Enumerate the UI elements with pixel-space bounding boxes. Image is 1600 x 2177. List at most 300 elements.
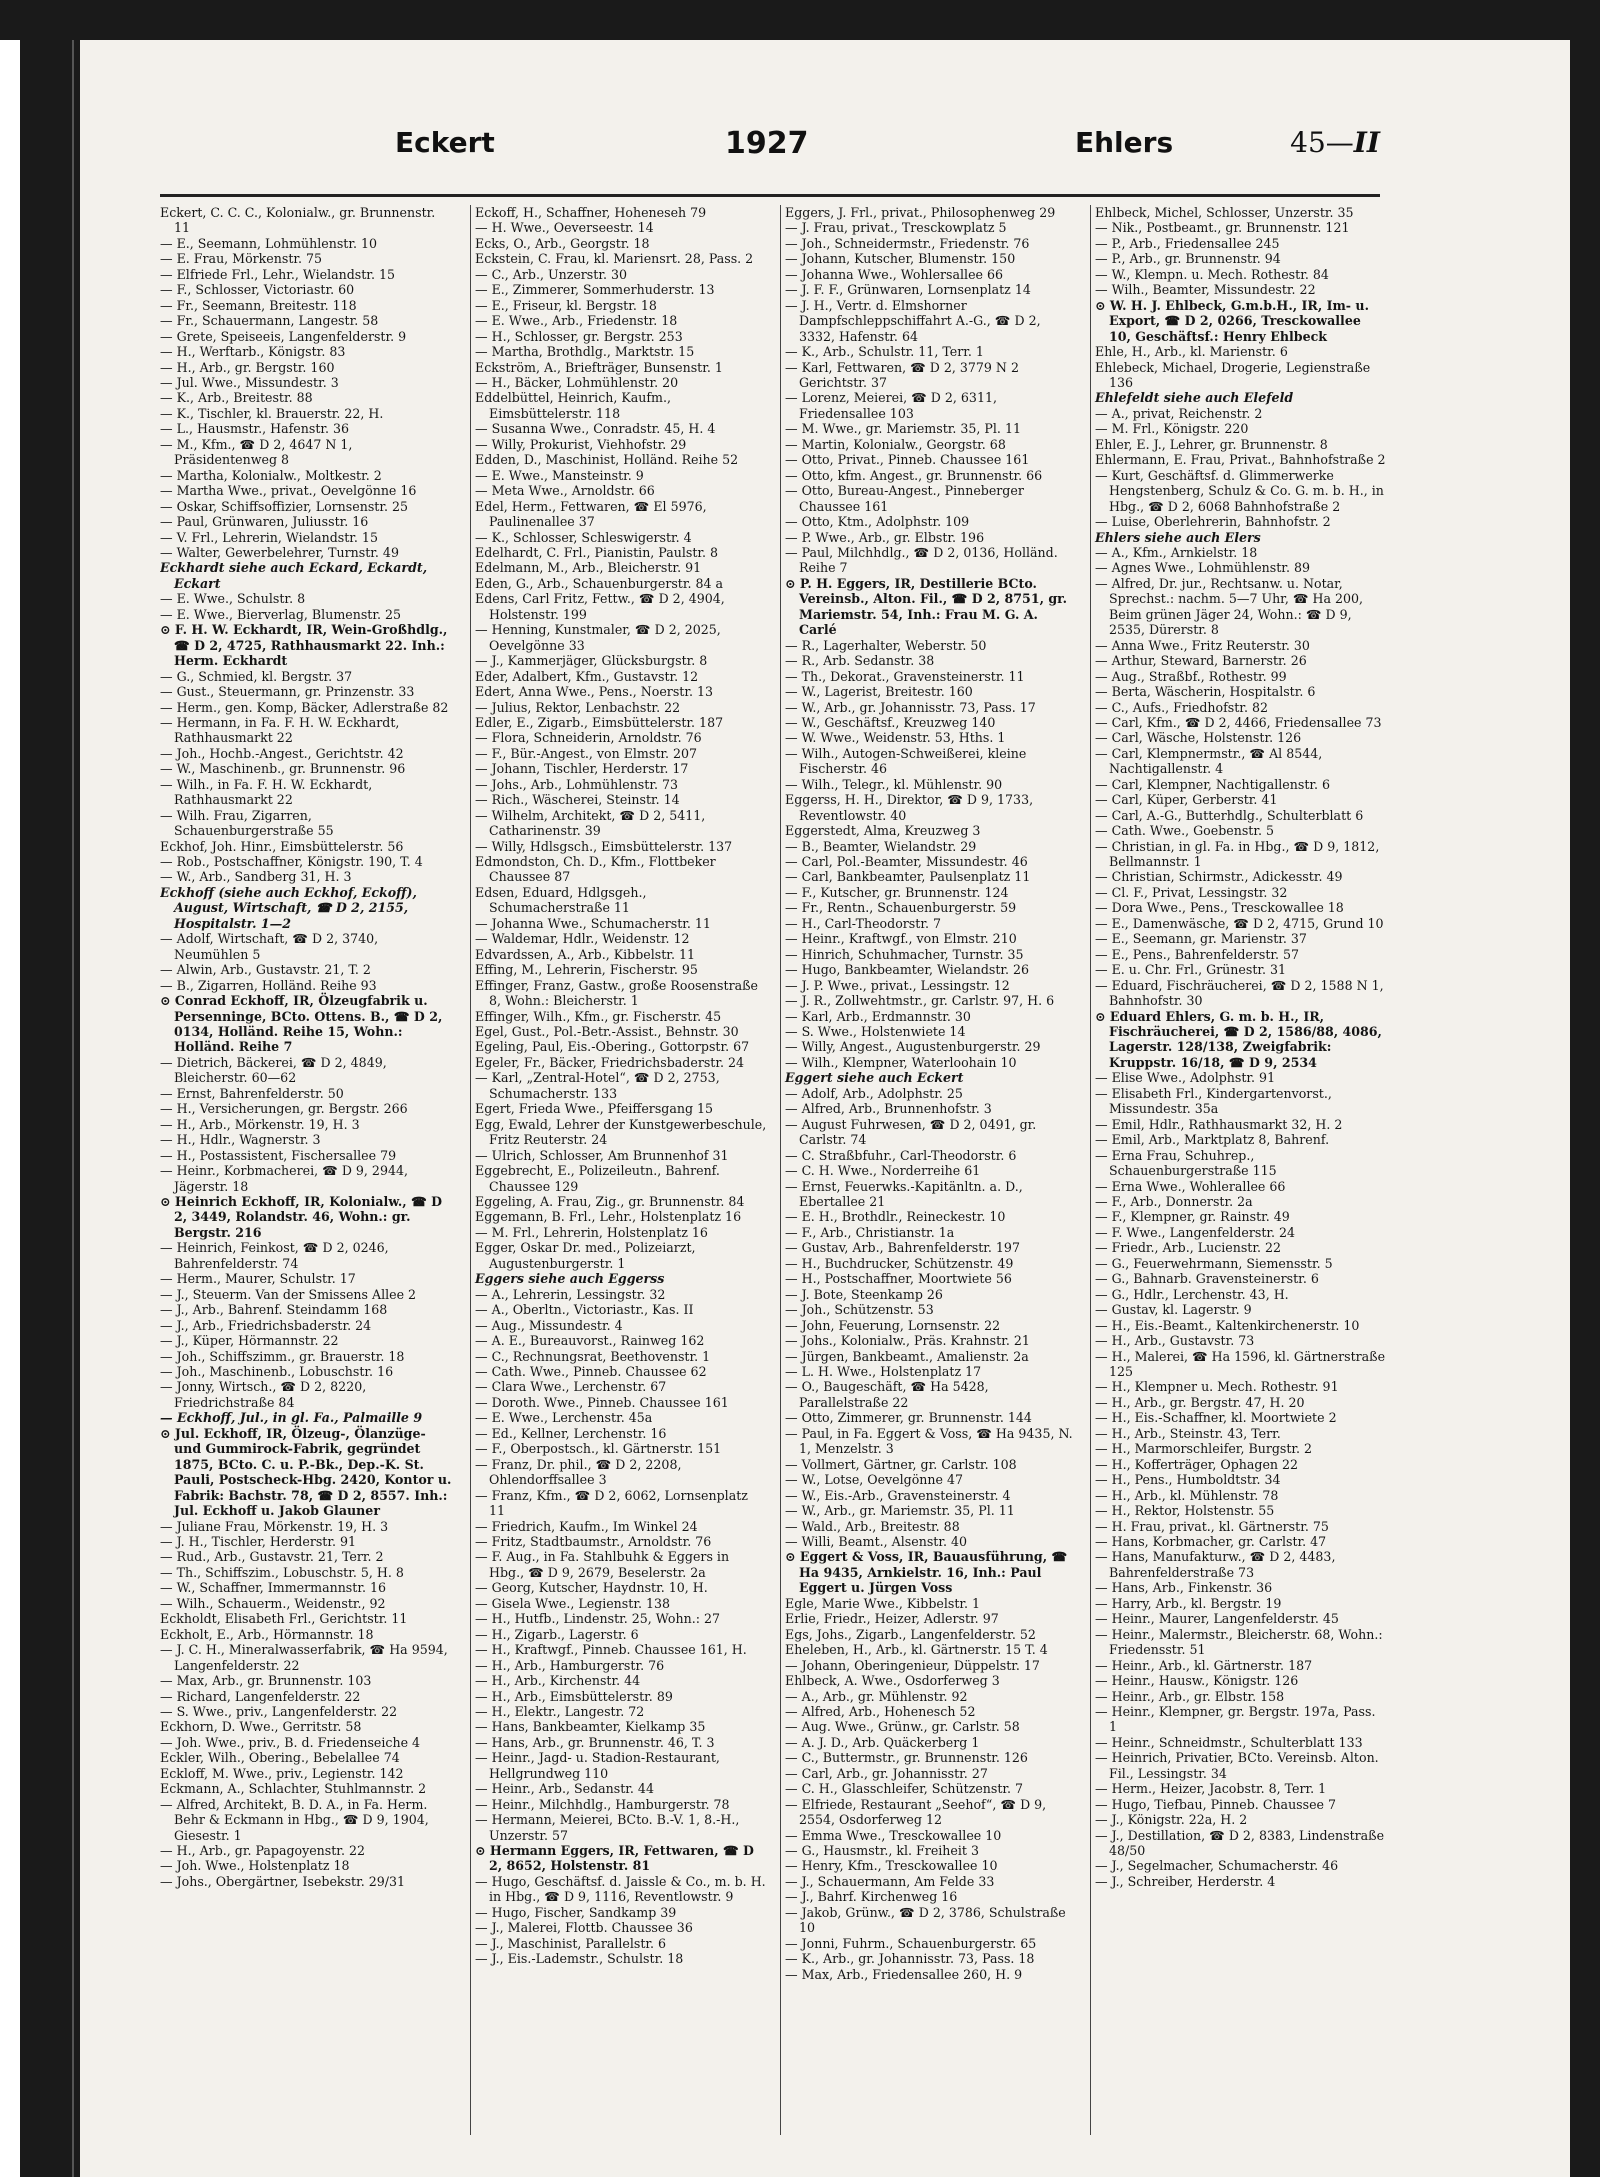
directory-entry: — J., Königstr. 22a, H. 2 xyxy=(1095,1812,1248,1828)
directory-entry: — W., Klempn. u. Mech. Rothestr. 84 xyxy=(1095,266,1329,282)
directory-entry: — W., Schaffner, Immermannstr. 16 xyxy=(160,1580,386,1596)
directory-entry: Eckert, C. C. C., Kolonialw., gr. Brunnenstr. 11 xyxy=(160,205,436,236)
page-header xyxy=(170,120,1380,166)
directory-entry: — Heinr., Hausw., Königstr. 126 xyxy=(1095,1673,1299,1689)
directory-entry: — Ulrich, Schlosser, Am Brunnenhof 31 xyxy=(475,1147,729,1163)
directory-entry: — H., Kofferträger, Ophagen 22 xyxy=(1095,1456,1299,1472)
directory-entry: — Willy, Hdlsgsch., Eimsbüttelerstr. 137 xyxy=(475,838,733,854)
directory-entry: — Carl, Arb., gr. Johannisstr. 27 xyxy=(785,1765,988,1781)
directory-entry: — H., Eis.-Schaffner, kl. Moortwiete 2 xyxy=(1095,1410,1337,1426)
directory-entry: — Emma Wwe., Tresckowallee 10 xyxy=(785,1827,1002,1843)
directory-entry: — Heinr., Schneidmstr., Schulterblatt 133 xyxy=(1095,1734,1363,1750)
directory-entry: — K., Tischler, kl. Brauerstr. 22, H. xyxy=(160,405,384,421)
directory-entry: — J. P. Wwe., privat., Lessingstr. 12 xyxy=(785,977,1010,993)
directory-entry: — Paul, in Fa. Eggert & Voss, ☎ Ha 9435, N. 1, Menzelstr. 3 xyxy=(785,1425,1073,1457)
directory-entry: — Hans, Arb., Finkenstr. 36 xyxy=(1095,1580,1273,1596)
directory-entry: — W., Arb., Sandberg 31, H. 3 xyxy=(160,869,352,885)
directory-entry: — Vollmert, Gärtner, gr. Carlstr. 108 xyxy=(785,1456,1017,1472)
directory-entry: Eckstein, C. Frau, kl. Mariensrt. 28, Pass. 2 xyxy=(475,251,754,267)
directory-entry: — J., Malerei, Flottb. Chaussee 36 xyxy=(475,1920,693,1936)
directory-entry: Eckhardt siehe auch Eckard, Eckardt, Eckart xyxy=(160,560,428,591)
directory-entry: — Heinr., Arb., kl. Gärtnerstr. 187 xyxy=(1095,1657,1313,1673)
directory-entry: — Rob., Postschaffner, Königstr. 190, T. 4 xyxy=(160,854,423,870)
directory-entry: — Aug. Wwe., Grünw., gr. Carlstr. 58 xyxy=(785,1719,1020,1735)
directory-entry: Edert, Anna Wwe., Pens., Noerstr. 13 xyxy=(475,684,714,700)
directory-entry: — H. Wwe., Oeverseestr. 14 xyxy=(475,220,654,236)
directory-entry: — Carl, A.-G., Butterhdlg., Schulterblatt 6 xyxy=(1095,807,1364,823)
directory-entry: — P., Arb., gr. Brunnenstr. 94 xyxy=(1095,251,1281,267)
directory-entry: — Hugo, Tiefbau, Pinneb. Chaussee 7 xyxy=(1095,1796,1337,1812)
directory-entry: — F. Wwe., Langenfelderstr. 24 xyxy=(1095,1224,1296,1240)
directory-entry: Eckler, Wilh., Obering., Bebelallee 74 xyxy=(160,1750,400,1766)
directory-entry: — F., Bür.-Angest., von Elmstr. 207 xyxy=(475,745,698,761)
directory-entry: Eggebrecht, E., Polizeileutn., Bahrenf. Chaussee 129 xyxy=(475,1163,720,1194)
directory-entry: — H., Arb., Kirchenstr. 44 xyxy=(475,1673,641,1689)
directory-entry: — Henning, Kunstmaler, ☎ D 2, 2025, Oevelgönne 33 xyxy=(475,622,721,653)
directory-entry: — Johanna Wwe., Schumacherstr. 11 xyxy=(475,915,711,931)
page-left-edge xyxy=(72,40,74,2177)
directory-entry: — H., Rektor, Holstenstr. 55 xyxy=(1095,1503,1275,1519)
directory-entry: — H., Schlosser, gr. Bergstr. 253 xyxy=(475,328,683,344)
directory-entry: Ehlebeck, Michael, Drogerie, Legienstraße 136 xyxy=(1095,359,1371,390)
directory-entry: — A., Kfm., Arnkielstr. 18 xyxy=(1095,544,1258,560)
directory-entry: — Paul, Grünwaren, Juliusstr. 16 xyxy=(160,514,369,530)
directory-entry: — J., Arb., Bahrenf. Steindamm 168 xyxy=(160,1302,388,1318)
directory-entry: — Hans, Manufakturw., ☎ D 2, 4483, Bahrenfelderstraße 73 xyxy=(1095,1549,1336,1580)
directory-entry: — H., Elektr., Langestr. 72 xyxy=(475,1703,645,1719)
directory-entry: — K., Arb., Schulstr. 11, Terr. 1 xyxy=(785,344,984,360)
directory-entry: — G., Feuerwehrmann, Siemensstr. 5 xyxy=(1095,1255,1333,1271)
directory-entry: — Gisela Wwe., Legienstr. 138 xyxy=(475,1595,670,1611)
directory-entry: — Herm., Heizer, Jacobstr. 8, Terr. 1 xyxy=(1095,1781,1327,1797)
directory-entry: — Cath. Wwe., Goebenstr. 5 xyxy=(1095,823,1275,839)
directory-entry: — Carl, Klempner, Nachtigallenstr. 6 xyxy=(1095,776,1331,792)
directory-entry: Ehler, E. J., Lehrer, gr. Brunnenstr. 8 xyxy=(1095,436,1328,452)
directory-entry: Eckoff, H., Schaffner, Hoheneseh 79 xyxy=(475,205,707,220)
directory-entry: — C. H., Glasschleifer, Schützenstr. 7 xyxy=(785,1781,1024,1797)
directory-entry: — Martha Wwe., privat., Oevelgönne 16 xyxy=(160,483,417,499)
directory-entry: — Carl, Klempnermstr., ☎ Al 8544, Nachtigallenstr. 4 xyxy=(1095,745,1323,777)
directory-entry: — J. C. H., Mineralwasserfabrik, ☎ Ha 9594, Langenfelderstr. 22 xyxy=(160,1642,448,1673)
directory-entry: — Emil, Arb., Marktplatz 8, Bahrenf. xyxy=(1095,1132,1330,1148)
directory-entry: Ehlbeck, A. Wwe., Osdorferweg 3 xyxy=(785,1673,1000,1689)
directory-entry: — S. Wwe., Holstenwiete 14 xyxy=(785,1024,966,1040)
directory-entry: — W., Arb., gr. Johannisstr. 73, Pass. 17 xyxy=(785,699,1036,715)
directory-entry: — Hugo, Fischer, Sandkamp 39 xyxy=(475,1904,677,1920)
directory-entry: — Christian, Schirmstr., Adickesstr. 49 xyxy=(1095,869,1343,885)
directory-entry: — L. H. Wwe., Holstenplatz 17 xyxy=(785,1363,982,1379)
directory-entry: — F., Schlosser, Victoriastr. 60 xyxy=(160,282,355,298)
directory-entry: — Richard, Langenfelderstr. 22 xyxy=(160,1688,361,1704)
directory-entry: — Aug., Straßbf., Rothestr. 99 xyxy=(1095,668,1287,684)
directory-entry: Edler, E., Zigarb., Eimsbüttelerstr. 187 xyxy=(475,714,724,730)
page-number-roman: II xyxy=(1353,126,1380,159)
directory-entry: — Johann, Oberingenieur, Düppelstr. 17 xyxy=(785,1657,1040,1673)
directory-entry: — F., Arb., Donnerstr. 2a xyxy=(1095,1194,1253,1209)
directory-entry: — Johanna Wwe., Wohlersallee 66 xyxy=(785,266,1004,282)
directory-entry: — Joh., Schneidermstr., Friedenstr. 76 xyxy=(785,235,1030,251)
directory-entry: — Juliane Frau, Mörkenstr. 19, H. 3 xyxy=(160,1518,389,1534)
directory-entry: — Rud., Arb., Gustavstr. 21, Terr. 2 xyxy=(160,1549,384,1565)
directory-entry: ⊙ Eduard Ehlers, G. m. b. H., IR, Fischräucherei, ☎ D 2, 1586/88, 4086, Lagerstr. 128/138, Zweigfabrik: Kruppstr. 16/18, ☎ D 9, 2534 xyxy=(1095,1008,1382,1070)
header-first-name: Eckert xyxy=(395,126,495,159)
directory-entry: — C. Straßbfuhr., Carl-Theodorstr. 6 xyxy=(785,1147,1017,1163)
directory-entry: — Johs., Kolonialw., Präs. Krahnstr. 21 xyxy=(785,1333,1030,1349)
directory-entry: — Karl, „Zentral-Hotel“, ☎ D 2, 2753, Schumacherstr. 133 xyxy=(475,1070,720,1101)
directory-entry: — Karl, Fettwaren, ☎ D 2, 3779 N 2 Gerichtstr. 37 xyxy=(785,359,1019,390)
directory-entry: — E. Wwe., Mansteinstr. 9 xyxy=(475,467,644,483)
directory-entry: — J., Schreiber, Herderstr. 4 xyxy=(1095,1873,1276,1889)
directory-entry: — Julius, Rektor, Lenbachstr. 22 xyxy=(475,699,681,715)
directory-entry: — Willi, Beamt., Alsenstr. 40 xyxy=(785,1533,968,1549)
directory-entry: — Fr., Seemann, Breitestr. 118 xyxy=(160,297,357,313)
directory-entry: Edel, Herm., Fettwaren, ☎ El 5976, Paulinenallee 37 xyxy=(475,498,707,530)
directory-entry: — Martha, Kolonialw., Moltkestr. 2 xyxy=(160,467,382,483)
directory-entry: — J. Bote, Steenkamp 26 xyxy=(785,1286,943,1302)
directory-entry: — Hans, Bankbeamter, Kielkamp 35 xyxy=(475,1719,706,1735)
directory-entry: — Wilh. Frau, Zigarren, Schauenburgerstraße 55 xyxy=(160,807,334,839)
directory-entry: Eggemann, B. Frl., Lehr., Holstenplatz 16 xyxy=(475,1209,742,1225)
directory-entry: — Johann, Tischler, Herderstr. 17 xyxy=(475,761,689,777)
header-last-name: Ehlers xyxy=(1075,126,1174,159)
directory-entry: — Ed., Kellner, Lerchenstr. 16 xyxy=(475,1425,667,1441)
directory-entry: — H., Eis.-Beamt., Kaltenkirchenerstr. 10 xyxy=(1095,1317,1360,1333)
directory-entry: — R., Lagerhalter, Weberstr. 50 xyxy=(785,637,987,653)
directory-entry: — Herm., Maurer, Schulstr. 17 xyxy=(160,1271,356,1287)
directory-entry: Eckhof, Joh. Hinr., Eimsbüttelerstr. 56 xyxy=(160,838,404,854)
scan-binding-edge xyxy=(0,40,20,2177)
directory-entry: — J. H., Tischler, Herderstr. 91 xyxy=(160,1533,357,1549)
directory-entry: — Martha, Brothdlg., Marktstr. 15 xyxy=(475,344,695,360)
directory-entry: — Anna Wwe., Fritz Reuterstr. 30 xyxy=(1095,637,1310,653)
directory-entry: — Heinr., Klempner, gr. Bergstr. 197a, Pass. 1 xyxy=(1095,1703,1376,1735)
directory-entry: — Otto, Zimmerer, gr. Brunnenstr. 144 xyxy=(785,1410,1032,1426)
directory-entry: — E. Wwe., Schulstr. 8 xyxy=(160,591,306,607)
directory-entry: — Carl, Pol.-Beamter, Missundestr. 46 xyxy=(785,854,1028,870)
directory-entry: — A. J. D., Arb. Quäckerberg 1 xyxy=(785,1734,980,1750)
directory-entry: — H., Carl-Theodorstr. 7 xyxy=(785,915,941,931)
directory-entry: Eckhorn, D. Wwe., Gerritstr. 58 xyxy=(160,1719,362,1735)
directory-entry: — Hans, Korbmacher, gr. Carlstr. 47 xyxy=(1095,1533,1327,1549)
directory-entry: Eheleben, H., Arb., kl. Gärtnerstr. 15 T. 4 xyxy=(785,1642,1048,1658)
directory-entry: — J., Schauermann, Am Felde 33 xyxy=(785,1873,995,1889)
directory-entry: — F. Aug., in Fa. Stahlbuhk & Eggers in Hbg., ☎ D 9, 2679, Beselerstr. 2a xyxy=(475,1549,730,1580)
directory-entry: — Otto, Bureau-Angest., Pinneberger Chaussee 161 xyxy=(785,483,1024,514)
directory-entry: — Alfred, Arb., Hohenesch 52 xyxy=(785,1703,976,1719)
directory-entry: — E., Seemann, gr. Marienstr. 37 xyxy=(1095,931,1307,947)
directory-entry: — Hugo, Bankbeamter, Wielandstr. 26 xyxy=(785,962,1030,978)
directory-entry: — H., Bäcker, Lohmühlenstr. 20 xyxy=(475,374,679,390)
directory-entry: Edelhardt, C. Frl., Pianistin, Paulstr. 8 xyxy=(475,544,719,560)
directory-entry: — Otto, Ktm., Adolphstr. 109 xyxy=(785,514,970,530)
directory-column-4 xyxy=(1090,205,1387,2135)
directory-entry: — G., Hdlr., Lerchenstr. 43, H. xyxy=(1095,1286,1289,1302)
directory-entry: Egger, Oskar Dr. med., Polizeiarzt, Augustenburgerstr. 1 xyxy=(475,1240,696,1271)
directory-entry: — J. H., Vertr. d. Elmshorner Dampfschleppschiffahrt A.-G., ☎ D 2, 3332, Hafenstr. 64 xyxy=(785,297,1041,344)
directory-entry: — C., Arb., Unzerstr. 30 xyxy=(475,266,628,282)
directory-entry: — Fr., Rentn., Schauenburgerstr. 59 xyxy=(785,900,1017,916)
directory-entry: — H. Frau, privat., kl. Gärtnerstr. 75 xyxy=(1095,1518,1329,1534)
directory-entry: — Herm., gen. Komp, Bäcker, Adlerstraße 82 xyxy=(160,699,449,715)
directory-entry: — Ernst, Feuerwks.-Kapitänltn. a. D., Ebertallee 21 xyxy=(785,1178,1023,1209)
directory-entry: Ehlefeldt siehe auch Elefeld xyxy=(1095,390,1294,406)
directory-entry: Eggers, J. Frl., privat., Philosophenweg 29 xyxy=(785,205,1056,220)
directory-entry: — Friedr., Arb., Lucienstr. 22 xyxy=(1095,1240,1282,1256)
directory-entry: — Henry, Kfm., Tresckowallee 10 xyxy=(785,1858,998,1874)
directory-entry: — H., Hutfb., Lindenstr. 25, Wohn.: 27 xyxy=(475,1611,720,1627)
directory-entry: — Grete, Speiseeis, Langenfelderstr. 9 xyxy=(160,328,407,344)
directory-entry: — E., Zimmerer, Sommerhuderstr. 13 xyxy=(475,282,715,298)
directory-entry: — H., Hdlr., Wagnerstr. 3 xyxy=(160,1132,321,1148)
directory-entry: — S. Wwe., priv., Langenfelderstr. 22 xyxy=(160,1703,398,1719)
directory-entry: — J., Maschinist, Parallelstr. 6 xyxy=(475,1935,667,1951)
directory-entry: — G., Bahnarb. Gravensteinerstr. 6 xyxy=(1095,1271,1319,1287)
directory-entry: — H., Klempner u. Mech. Rothestr. 91 xyxy=(1095,1379,1339,1395)
directory-entry: — Doroth. Wwe., Pinneb. Chaussee 161 xyxy=(475,1394,729,1410)
directory-entry: Eden, G., Arb., Schauenburgerstr. 84 a xyxy=(475,575,724,591)
directory-entry: — H., Arb., Gustavstr. 73 xyxy=(1095,1333,1255,1349)
directory-entry: — P., Arb., Friedensallee 245 xyxy=(1095,235,1280,251)
directory-entry: — J., Destillation, ☎ D 2, 8383, Lindenstraße 48/50 xyxy=(1095,1827,1385,1859)
directory-entry: — Carl, Wäsche, Holstenstr. 126 xyxy=(1095,730,1302,746)
directory-entry: — H., Werftarb., Königstr. 83 xyxy=(160,344,346,360)
directory-entry: — E. Wwe., Lerchenstr. 45a xyxy=(475,1410,653,1426)
directory-entry: — Hinrich, Schuhmacher, Turnstr. 35 xyxy=(785,946,1024,962)
directory-entry: Effinger, Franz, Gastw., große Roosenstraße 8, Wohn.: Bleicherstr. 1 xyxy=(475,977,758,1009)
directory-entry: — Hermann, Meierei, BCto. B.-V. 1, 8.-H., Unzerstr. 57 xyxy=(475,1812,740,1843)
directory-entry: — Eckhoff, Jul., in gl. Fa., Palmaille 9 xyxy=(160,1410,423,1426)
directory-entry: — Th., Schiffszim., Lobuschstr. 5, H. 8 xyxy=(160,1564,404,1580)
directory-entry: Edmondston, Ch. D., Kfm., Flottbeker Chaussee 87 xyxy=(475,854,716,885)
directory-entry: — W., Eis.-Arb., Gravensteinerstr. 4 xyxy=(785,1487,1011,1503)
directory-entry: — A., Oberltn., Victoriastr., Kas. II xyxy=(475,1302,694,1318)
directory-entry: — Meta Wwe., Arnoldstr. 66 xyxy=(475,483,655,499)
directory-entry: — W., Maschinenb., gr. Brunnenstr. 96 xyxy=(160,761,406,777)
directory-entry: — W., Arb., gr. Mariemstr. 35, Pl. 11 xyxy=(785,1503,1015,1519)
directory-entry: — Heinr., Jagd- u. Stadion-Restaurant, Hellgrundweg 110 xyxy=(475,1750,720,1781)
directory-entry: — Ernst, Bahrenfelderstr. 50 xyxy=(160,1085,344,1101)
directory-entry: — Wilh., Telegr., kl. Mühlenstr. 90 xyxy=(785,776,1003,792)
directory-entry: — Alfred, Arb., Brunnenhofstr. 3 xyxy=(785,1101,992,1117)
directory-entry: — Kurt, Geschäftsf. d. Glimmerwerke Hengstenberg, Schulz & Co. G. m. b. H., in Hbg., ☎ D 2, 6068 Bahnhofstraße 2 xyxy=(1095,467,1384,514)
directory-entry: — H., Arb., Eimsbüttelerstr. 89 xyxy=(475,1688,673,1704)
directory-entry: — H., Arb., gr. Bergstr. 47, H. 20 xyxy=(1095,1394,1305,1410)
directory-column-1 xyxy=(160,205,452,2135)
directory-column-3 xyxy=(780,205,1077,2135)
directory-entry: Effing, M., Lehrerin, Fischerstr. 95 xyxy=(475,962,698,978)
directory-entry: — E. u. Chr. Frl., Grünestr. 31 xyxy=(1095,962,1287,978)
directory-entry: — W., Geschäftsf., Kreuzweg 140 xyxy=(785,714,996,730)
directory-entry: Eckholdt, Elisabeth Frl., Gerichtstr. 11 xyxy=(160,1611,408,1627)
directory-entry: Eddelbüttel, Heinrich, Kaufm., Eimsbüttelerstr. 118 xyxy=(475,390,672,421)
directory-entry: — Jakob, Grünw., ☎ D 2, 3786, Schulstraße 10 xyxy=(785,1904,1066,1936)
directory-entry: — A., Arb., gr. Mühlenstr. 92 xyxy=(785,1688,968,1704)
directory-entry: — E. Wwe., Arb., Friedenstr. 18 xyxy=(475,313,678,329)
directory-entry: Egeling, Paul, Eis.-Obering., Gottorpstr. 67 xyxy=(475,1039,750,1055)
directory-entry: — Johann, Kutscher, Blumenstr. 150 xyxy=(785,251,1016,267)
directory-entry: — E., Seemann, Lohmühlenstr. 10 xyxy=(160,235,378,251)
directory-entry: — Friedrich, Kaufm., Im Winkel 24 xyxy=(475,1518,698,1534)
directory-entry: — Heinr., Arb., Sedanstr. 44 xyxy=(475,1781,654,1797)
directory-entry: — Carl, Küper, Gerberstr. 41 xyxy=(1095,792,1278,808)
directory-entry: — Adolf, Wirtschaft, ☎ D 2, 3740, Neumühlen 5 xyxy=(160,931,379,962)
directory-entry: — August Fuhrwesen, ☎ D 2, 0491, gr. Carlstr. 74 xyxy=(785,1116,1037,1148)
directory-entry: — Rich., Wäscherei, Steinstr. 14 xyxy=(475,792,680,808)
directory-entry: — W., Lotse, Oevelgönne 47 xyxy=(785,1472,963,1488)
directory-entry: — A. E., Bureauvorst., Rainweg 162 xyxy=(475,1333,705,1349)
directory-entry: — Martin, Kolonialw., Georgstr. 68 xyxy=(785,436,1006,452)
directory-entry: — J., Segelmacher, Schumacherstr. 46 xyxy=(1095,1858,1339,1874)
directory-entry: — H., Buchdrucker, Schützenstr. 49 xyxy=(785,1255,1014,1271)
directory-entry: — Heinr., Kraftwgf., von Elmstr. 210 xyxy=(785,931,1017,947)
directory-entry: Egs, Johs., Zigarb., Langenfelderstr. 52 xyxy=(785,1626,1036,1642)
directory-entry: — Agnes Wwe., Lohmühlenstr. 89 xyxy=(1095,560,1310,576)
directory-entry: Edelmann, M., Arb., Bleicherstr. 91 xyxy=(475,560,702,576)
directory-entry: — C., Aufs., Friedhofstr. 82 xyxy=(1095,699,1268,715)
directory-entry: Eckmann, A., Schlachter, Stuhlmannstr. 2 xyxy=(160,1781,427,1797)
directory-entry: — C., Buttermstr., gr. Brunnenstr. 126 xyxy=(785,1750,1028,1766)
directory-entry: — Wilh., Beamter, Missundestr. 22 xyxy=(1095,282,1316,298)
directory-entry: Edens, Carl Fritz, Fettw., ☎ D 2, 4904, Holstenstr. 199 xyxy=(475,591,725,622)
directory-entry: — Alfred, Dr. jur., Rechtsanw. u. Notar, Sprechst.: nachm. 5—7 Uhr, ☎ Ha 200, Beim grünen Jäger 24, Wohn.: ☎ D 9, 2535, Dürerstr. 8 xyxy=(1095,575,1364,638)
directory-entry: — Heinr., Korbmacherei, ☎ D 9, 2944, Jägerstr. 18 xyxy=(160,1163,408,1194)
directory-entry: — Gust., Steuermann, gr. Prinzenstr. 33 xyxy=(160,684,415,700)
directory-entry: — Walter, Gewerbelehrer, Turnstr. 49 xyxy=(160,544,399,560)
directory-entry: — Karl, Arb., Erdmannstr. 30 xyxy=(785,1008,971,1024)
directory-column-2 xyxy=(470,205,767,2135)
directory-entry: — Johs., Arb., Lohmühlenstr. 73 xyxy=(475,776,678,792)
directory-entry: Eckhoff (siehe auch Eckhof, Eckoff), August, Wirtschaft, ☎ D 2, 2155, Hospitalstr. 1—2 xyxy=(160,884,417,931)
directory-entry: — H., Malerei, ☎ Ha 1596, kl. Gärtnerstraße 125 xyxy=(1095,1348,1386,1379)
directory-entry: Eckström, A., Briefträger, Bunsenstr. 1 xyxy=(475,359,723,375)
directory-entry: — J., Bahrf. Kirchenweg 16 xyxy=(785,1889,958,1905)
directory-entry: — Gustav, Arb., Bahrenfelderstr. 197 xyxy=(785,1240,1020,1256)
directory-entry: — Joh., Schützenstr. 53 xyxy=(785,1302,934,1318)
directory-entry: — Joh., Maschinenb., Lobuschstr. 16 xyxy=(160,1363,394,1379)
directory-entry: — F., Klempner, gr. Rainstr. 49 xyxy=(1095,1209,1290,1225)
directory-entry: Effinger, Wilh., Kfm., gr. Fischerstr. 45 xyxy=(475,1008,722,1024)
directory-entry: Ehlers siehe auch Elers xyxy=(1095,529,1261,545)
directory-entry: — Alfred, Architekt, B. D. A., in Fa. Herm. Behr & Eckmann in Hbg., ☎ D 9, 1904, Giesestr. 1 xyxy=(160,1796,429,1843)
directory-entry: — Elfriede, Restaurant „Seehof“, ☎ D 9, 2554, Osdorferweg 12 xyxy=(785,1796,1047,1828)
directory-entry: Ehle, H., Arb., kl. Marienstr. 6 xyxy=(1095,344,1288,360)
directory-entry: Egle, Marie Wwe., Kibbelstr. 1 xyxy=(785,1595,981,1611)
directory-entry: — Jonny, Wirtsch., ☎ D 2, 8220, Friedrichstraße 84 xyxy=(160,1379,367,1410)
directory-entry: — Flora, Schneiderin, Arnoldstr. 76 xyxy=(475,730,702,746)
directory-entry: — W. Wwe., Weidenstr. 53, Hths. 1 xyxy=(785,730,1006,746)
directory-entry: — V. Frl., Lehrerin, Wielandstr. 15 xyxy=(160,529,378,545)
directory-entry: — B., Zigarren, Holländ. Reihe 93 xyxy=(160,977,377,993)
directory-entry: — Hugo, Geschäftsf. d. Jaissle & Co., m. b. H. in Hbg., ☎ D 9, 1116, Reventlowstr. 9 xyxy=(475,1873,766,1905)
directory-entry: — Heinrich, Privatier, BCto. Vereinsb. Alton. Fil., Lessingstr. 34 xyxy=(1095,1750,1379,1781)
directory-entry: — F., Kutscher, gr. Brunnenstr. 124 xyxy=(785,884,1009,900)
directory-entry: — Dietrich, Bäckerei, ☎ D 2, 4849, Bleicherstr. 60—62 xyxy=(160,1054,387,1086)
page-number-arabic: 45— xyxy=(1290,126,1354,159)
directory-entry: — H., Arb., Mörkenstr. 19, H. 3 xyxy=(160,1116,360,1132)
directory-entry: ⊙ P. H. Eggers, IR, Destillerie BCto. Vereinsb., Alton. Fil., ☎ D 2, 8751, gr. Mariemstr. 54, Inh.: Frau M. G. A. Carlé xyxy=(785,575,1068,638)
directory-entry: — Adolf, Arb., Adolphstr. 25 xyxy=(785,1085,963,1101)
directory-entry: — H., Postschaffner, Moortwiete 56 xyxy=(785,1271,1012,1287)
directory-entry: — H., Arb., Steinstr. 43, Terr. xyxy=(1095,1425,1281,1441)
directory-entry: Egeler, Fr., Bäcker, Friedrichsbaderstr. 24 xyxy=(475,1054,745,1070)
directory-entry: — Aug., Missundestr. 4 xyxy=(475,1317,623,1333)
directory-entry: — Elisabeth Frl., Kindergartenvorst., Missundestr. 35a xyxy=(1095,1085,1332,1117)
directory-entry: — F., Oberpostsch., kl. Gärtnerstr. 151 xyxy=(475,1441,722,1457)
directory-entry: — E., Friseur, kl. Bergstr. 18 xyxy=(475,297,657,313)
directory-entry: — H., Postassistent, Fischersallee 79 xyxy=(160,1147,397,1163)
directory-entry: Ehlermann, E. Frau, Privat., Bahnhofstraße 2 xyxy=(1095,452,1386,468)
directory-entry: — O., Baugeschäft, ☎ Ha 5428, Parallelstraße 22 xyxy=(785,1379,989,1410)
directory-entry: ⊙ W. H. J. Ehlbeck, G.m.b.H., IR, Im- u. Export, ☎ D 2, 0266, Tresckowallee 10, Geschäftsf.: Henry Ehlbeck xyxy=(1095,297,1369,344)
directory-entry: — Waldemar, Hdlr., Weidenstr. 12 xyxy=(475,931,690,947)
directory-entry: Eder, Adalbert, Kfm., Gustavstr. 12 xyxy=(475,668,699,684)
directory-entry: — K., Schlosser, Schleswigerstr. 4 xyxy=(475,529,692,545)
page-number xyxy=(1290,126,1380,159)
directory-entry: — Elfriede Frl., Lehr., Wielandstr. 15 xyxy=(160,266,395,282)
directory-entry: — Eduard, Fischräucherei, ☎ D 2, 1588 N 1, Bahnhofstr. 30 xyxy=(1095,977,1384,1009)
directory-entry: — John, Feuerung, Lornsenstr. 22 xyxy=(785,1317,1001,1333)
directory-entry: — H., Arb., kl. Mühlenstr. 78 xyxy=(1095,1487,1279,1503)
directory-entry: — E. H., Brothdlr., Reineckestr. 10 xyxy=(785,1209,1006,1225)
directory-entry: — Luise, Oberlehrerin, Bahnhofstr. 2 xyxy=(1095,514,1331,530)
directory-entry: — Franz, Dr. phil., ☎ D 2, 2208, Ohlendorffsallee 3 xyxy=(475,1456,682,1488)
directory-entry: — K., Arb., Breitestr. 88 xyxy=(160,390,313,406)
directory-entry: Eggerstedt, Alma, Kreuzweg 3 xyxy=(785,823,981,839)
directory-entry: — Christian, in gl. Fa. in Hbg., ☎ D 9, 1812, Bellmannstr. 1 xyxy=(1095,838,1380,870)
directory-entry: — H., Arb., gr. Bergstr. 160 xyxy=(160,359,335,375)
directory-entry: — C., Rechnungsrat, Beethovenstr. 1 xyxy=(475,1348,711,1364)
directory-entry: — L., Hausmstr., Hafenstr. 36 xyxy=(160,421,350,437)
directory-entry: Erlie, Friedr., Heizer, Adlerstr. 97 xyxy=(785,1611,999,1627)
directory-entry: — M. Frl., Königstr. 220 xyxy=(1095,421,1249,437)
directory-entry: — Wilhelm, Architekt, ☎ D 2, 5411, Catharinenstr. 39 xyxy=(475,807,706,839)
directory-entry: — G., Hausmstr., kl. Freiheit 3 xyxy=(785,1843,979,1859)
directory-entry: — Harry, Arb., kl. Bergstr. 19 xyxy=(1095,1595,1282,1611)
directory-entry: Egg, Ewald, Lehrer der Kunstgewerbeschule, Fritz Reuterstr. 24 xyxy=(475,1116,767,1148)
directory-entry: — Cath. Wwe., Pinneb. Chaussee 62 xyxy=(475,1363,707,1379)
directory-entry: — Erna Wwe., Wohlerallee 66 xyxy=(1095,1178,1286,1194)
directory-entry: — Max, Arb., gr. Brunnenstr. 103 xyxy=(160,1673,372,1689)
directory-entry: — G., Schmied, kl. Bergstr. 37 xyxy=(160,668,353,684)
directory-entry: — Joh. Wwe., Holstenplatz 18 xyxy=(160,1858,350,1874)
directory-entry: — Berta, Wäscherin, Hospitalstr. 6 xyxy=(1095,684,1316,700)
directory-entry: — K., Arb., gr. Johannisstr. 73, Pass. 18 xyxy=(785,1951,1035,1967)
directory-entry: — Clara Wwe., Lerchenstr. 67 xyxy=(475,1379,667,1395)
directory-entry: — Heinr., Arb., gr. Elbstr. 158 xyxy=(1095,1688,1285,1704)
directory-entry: — J., Küper, Hörmannstr. 22 xyxy=(160,1333,339,1349)
directory-entry: — J., Arb., Friedrichsbaderstr. 24 xyxy=(160,1317,372,1333)
directory-entry: — Susanna Wwe., Conradstr. 45, H. 4 xyxy=(475,421,716,437)
header-rule xyxy=(160,194,1380,197)
directory-entry: ⊙ Heinrich Eckhoff, IR, Kolonialw., ☎ D 2, 3449, Rolandstr. 46, Wohn.: gr. Bergstr. 216 xyxy=(160,1194,443,1240)
directory-entry: Eggers siehe auch Eggerss xyxy=(475,1271,665,1287)
directory-entry: — Erna Frau, Schuhrep., Schauenburgerstraße 115 xyxy=(1095,1147,1277,1179)
directory-entry: — C. H. Wwe., Norderreihe 61 xyxy=(785,1163,981,1179)
directory-entry: — Wilh., Autogen-Schweißerei, kleine Fischerstr. 46 xyxy=(785,745,1027,777)
directory-entry: — M. Wwe., gr. Mariemstr. 35, Pl. 11 xyxy=(785,421,1021,437)
directory-entry: — Arthur, Steward, Barnerstr. 26 xyxy=(1095,653,1307,669)
directory-entry: Egert, Frieda Wwe., Pfeiffersgang 15 xyxy=(475,1101,714,1117)
directory-entry: ⊙ F. H. W. Eckhardt, IR, Wein-Großhdlg., ☎ D 2, 4725, Rathhausmarkt 22. Inh.: Herm. Eckhardt xyxy=(160,622,448,669)
directory-entry: — Alwin, Arb., Gustavstr. 21, T. 2 xyxy=(160,962,371,978)
directory-columns xyxy=(160,205,1386,2135)
directory-entry: — Otto, kfm. Angest., gr. Brunnenstr. 66 xyxy=(785,467,1043,483)
directory-entry: — Otto, Privat., Pinneb. Chaussee 161 xyxy=(785,452,1030,468)
directory-entry: — W., Lagerist, Breitestr. 160 xyxy=(785,684,973,700)
directory-entry: — R., Arb. Sedanstr. 38 xyxy=(785,653,935,669)
directory-entry: — Wilh., Schauerm., Weidenstr., 92 xyxy=(160,1595,386,1611)
directory-entry: — E. Wwe., Bierverlag, Blumenstr. 25 xyxy=(160,606,402,622)
